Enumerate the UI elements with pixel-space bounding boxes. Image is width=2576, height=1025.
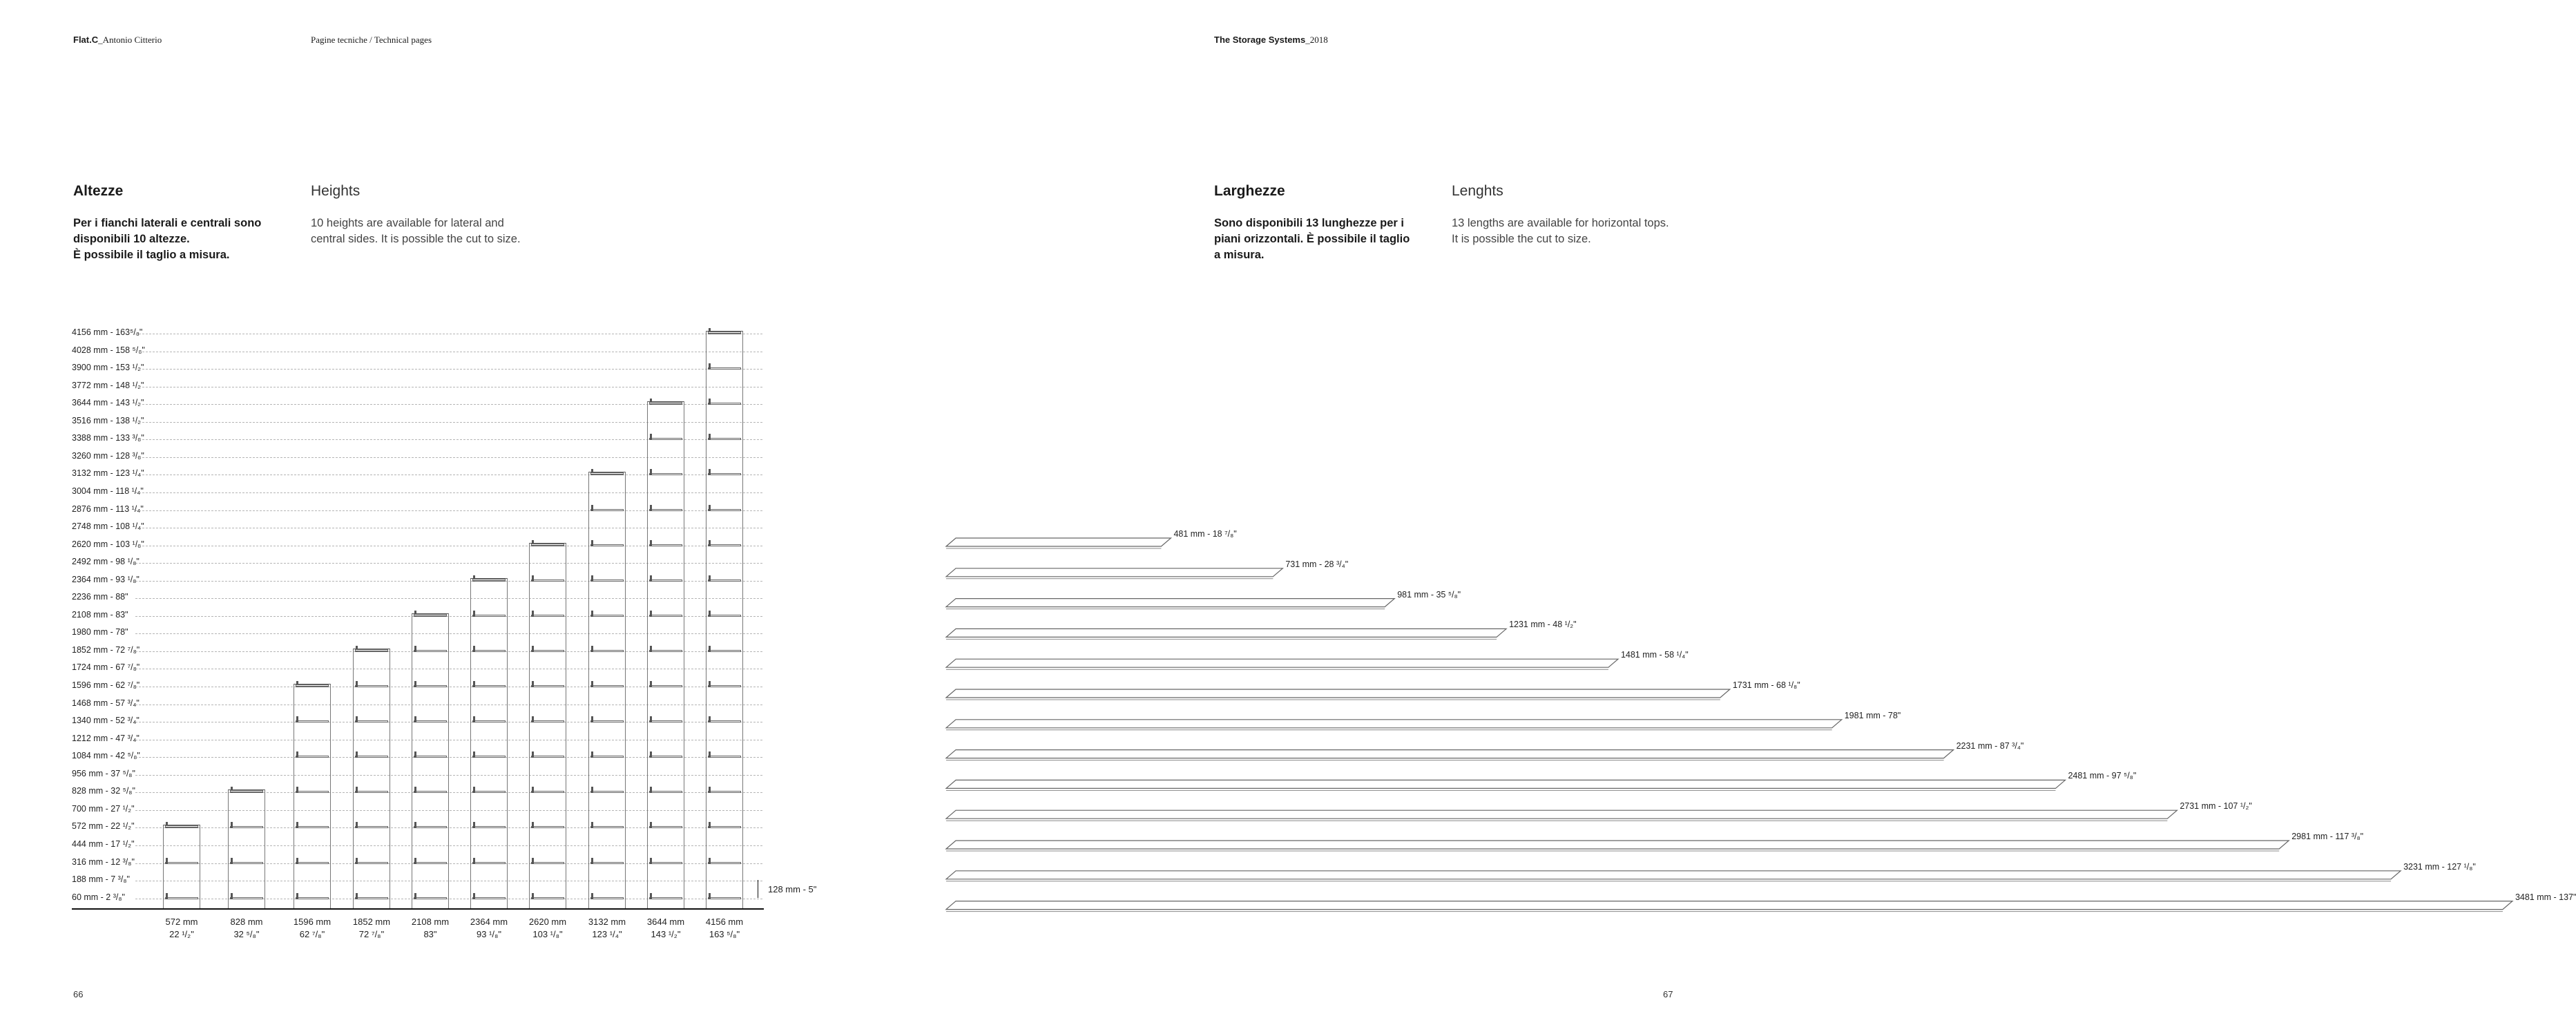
length-label: 1481 mm - 58 ¹/₄" (1620, 650, 1689, 660)
height-scale-label: 3132 mm - 123 ¹/₄" (72, 468, 144, 479)
collection-name: The Storage Systems (1214, 35, 1306, 45)
side-height-in: 62 ⁷/₈" (299, 929, 325, 939)
length-board (946, 689, 1730, 698)
height-scale-label: 3516 mm - 138 ¹/₂" (72, 415, 144, 425)
lengths-text-it-line: a misura. (1214, 249, 1265, 261)
side-height-mm: 572 mm (165, 917, 198, 927)
brand-name: Flat.C (73, 35, 99, 45)
pitch-label: 128 mm - 5" (768, 884, 817, 894)
height-scale-label: 1468 mm - 57 ³/₄" (72, 698, 140, 708)
heights-title-en: Heights (311, 183, 361, 199)
length-board (946, 568, 1282, 577)
length-board (946, 841, 2289, 849)
heights-text-it-line: È possibile il taglio a misura. (73, 249, 230, 261)
heights-text-it-line: disponibili 10 altezze. (73, 233, 190, 245)
side-height-in: 32 ⁵/₈" (233, 929, 260, 939)
side-height-in: 123 ¹/₄" (592, 929, 622, 939)
side-height-mm: 2620 mm (528, 917, 567, 927)
header-section: Pagine tecniche / Technical pages (311, 35, 432, 45)
side-height-mm: 4156 mm (705, 917, 744, 927)
height-scale-label: 2364 mm - 93 ¹/₈" (72, 574, 140, 584)
side-height-in: 83" (423, 929, 437, 939)
side-height-in: 163 ⁵/₈" (709, 929, 740, 939)
page-number-right: 67 (1663, 989, 1673, 999)
height-scale-label: 1596 mm - 62 ⁷/₈" (72, 680, 140, 690)
length-label: 2481 mm - 97 ⁵/₈" (2068, 771, 2137, 781)
collection-year: _2018 (1305, 35, 1328, 45)
height-scale-label: 4156 mm - 163⁵/₈" (72, 327, 143, 337)
length-board (946, 629, 1506, 637)
length-label: 1981 mm - 78" (1844, 710, 1901, 720)
side-height-mm: 2364 mm (470, 917, 508, 927)
length-board (946, 780, 2065, 788)
height-scale-label: 700 mm - 27 ¹/₂" (72, 803, 135, 814)
length-board (946, 901, 2512, 910)
height-scale-label: 1084 mm - 42 ⁵/₈" (72, 751, 140, 761)
height-scale-label: 1724 mm - 67 ⁷/₈" (72, 662, 140, 673)
height-scale-label: 572 mm - 22 ¹/₂" (72, 821, 135, 832)
side-height-mm: 1852 mm (352, 917, 391, 927)
height-scale-label: 2748 mm - 108 ¹/₄" (72, 521, 144, 532)
side-height-in: 93 ¹/₈" (476, 929, 502, 939)
author-name: _Antonio Citterio (98, 35, 162, 45)
length-label: 1231 mm - 48 ¹/₂" (1509, 620, 1577, 630)
height-scale-label: 2108 mm - 83" (72, 609, 128, 620)
side-height-in: 22 ¹/₂" (169, 929, 194, 939)
lengths-text-it-line: Sono disponibili 13 lunghezze per i (1214, 217, 1405, 229)
length-label: 481 mm - 18 ⁷/₈" (1173, 529, 1237, 539)
length-label: 1731 mm - 68 ¹/₈" (1732, 680, 1800, 690)
height-scale-label: 828 mm - 32 ⁵/₈" (72, 786, 135, 796)
lengths-title-it: Larghezze (1214, 183, 1285, 199)
height-scale-label: 2492 mm - 98 ¹/₈" (72, 557, 140, 567)
height-scale-label: 316 mm - 12 ³/₈" (72, 856, 135, 867)
length-label: 2731 mm - 107 ¹/₂" (2180, 801, 2252, 812)
height-scale-label: 1980 mm - 78" (72, 627, 128, 638)
height-scale-label: 3260 mm - 128 ³/₈" (72, 450, 144, 461)
side-height-in: 72 ⁷/₈" (358, 929, 385, 939)
height-scale-label: 2236 mm - 88" (72, 592, 128, 602)
height-scale-label: 2620 mm - 103 ¹/₈" (72, 539, 144, 549)
lengths-text-en-line: It is possible the cut to size. (1452, 233, 1591, 245)
length-label: 981 mm - 35 ⁵/₈" (1397, 589, 1461, 600)
side-height-in: 143 ¹/₂" (651, 929, 681, 939)
lengths-text-it-line: piani orizzontali. È possibile il taglio (1214, 233, 1410, 245)
length-board (946, 659, 1618, 667)
length-board (946, 720, 1842, 728)
height-scale-label: 3644 mm - 143 ¹/₂" (72, 398, 144, 408)
heights-text-it-line: Per i fianchi laterali e centrali sono (73, 217, 262, 229)
height-scale-label: 3772 mm - 148 ¹/₂" (72, 380, 144, 390)
height-scale-label: 1852 mm - 72 ⁷/₈" (72, 644, 140, 655)
heights-text-en-line: 10 heights are available for lateral and (311, 217, 504, 229)
length-label: 2231 mm - 87 ³/₄" (1956, 740, 2024, 751)
side-height-mm: 828 mm (230, 917, 263, 927)
height-scale-label: 2876 mm - 113 ¹/₄" (72, 504, 144, 514)
length-board (946, 538, 1171, 546)
height-scale-label: 4028 mm - 158 ⁵/₈" (72, 345, 145, 355)
height-scale-label: 60 mm - 2 ³/₈" (72, 892, 125, 902)
length-label: 3481 mm - 137" (2515, 892, 2576, 902)
height-scale-label: 1212 mm - 47 ³/₄" (72, 733, 140, 743)
heights-text-en-line: central sides. It is possible the cut to size. (311, 233, 521, 245)
lengths-text-en-line: 13 lengths are available for horizontal tops. (1452, 217, 1669, 229)
side-height-mm: 2108 mm (411, 917, 450, 927)
height-scale-label: 1340 mm - 52 ³/₄" (72, 716, 140, 726)
height-scale-label: 444 mm - 17 ¹/₂" (72, 839, 135, 849)
side-height-mm: 1596 mm (293, 917, 331, 927)
length-board (946, 750, 1954, 758)
height-scale-label: 188 mm - 7 ³/₈" (72, 874, 130, 885)
heights-title-it: Altezze (73, 183, 124, 199)
side-height-mm: 3132 mm (588, 917, 626, 927)
length-label: 3231 mm - 127 ¹/₈" (2403, 861, 2476, 872)
height-scale-label: 956 mm - 37 ⁵/₈" (72, 768, 135, 778)
side-height-in: 103 ¹/₈" (532, 929, 563, 939)
length-board (946, 871, 2401, 879)
length-board (946, 810, 2177, 818)
length-label: 2981 mm - 117 ³/₈" (2291, 832, 2364, 841)
height-scale-label: 3004 mm - 118 ¹/₄" (72, 486, 144, 496)
height-scale-label: 3388 mm - 133 ³/₈" (72, 433, 144, 443)
height-scale-label: 3900 mm - 153 ¹/₂" (72, 363, 144, 373)
page-number-left: 66 (73, 989, 84, 999)
side-height-mm: 3644 mm (646, 917, 685, 927)
length-label: 731 mm - 28 ³/₄" (1285, 559, 1349, 569)
lengths-title-en: Lenghts (1452, 183, 1503, 199)
length-board (946, 599, 1394, 607)
